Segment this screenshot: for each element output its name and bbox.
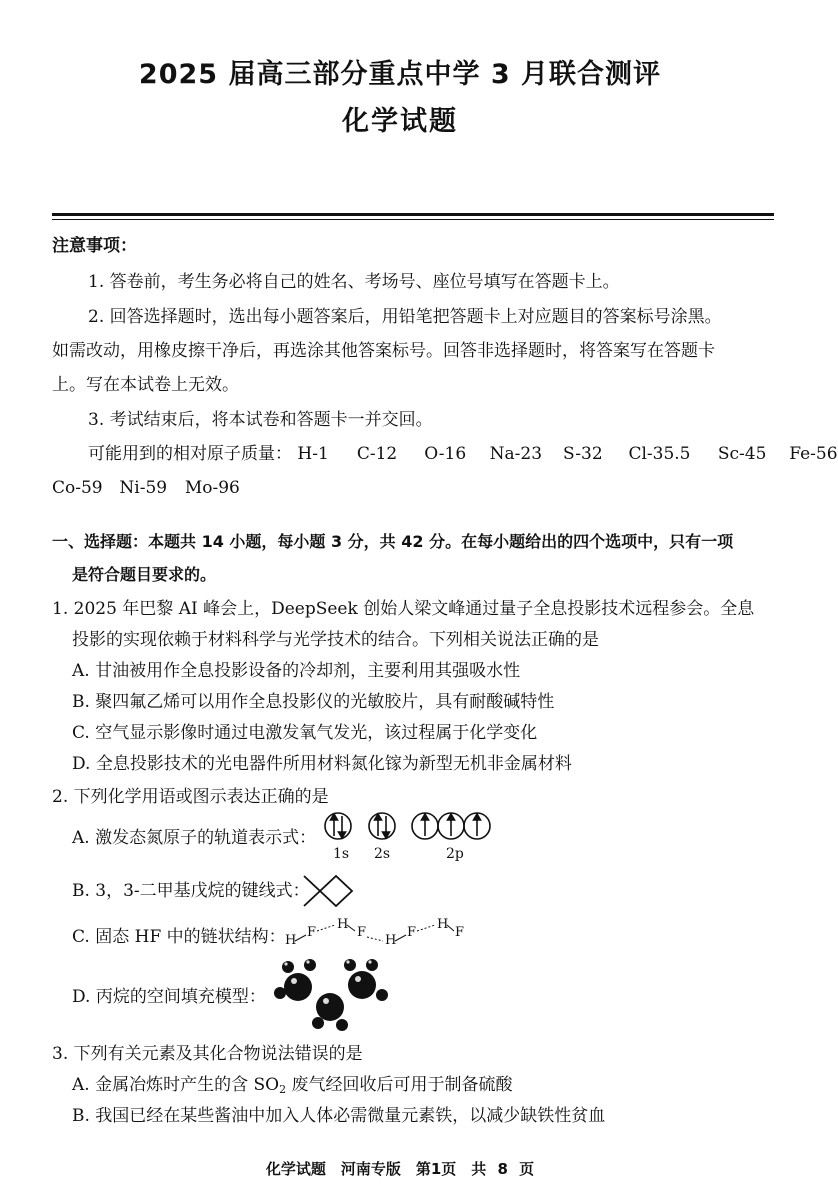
mass-o: O-16 — [424, 444, 467, 464]
hf-atom-f2: F — [357, 925, 367, 940]
header-rule-thin — [52, 219, 774, 220]
hf-bonds — [285, 915, 485, 951]
hf-atom-h3: H — [385, 933, 397, 948]
q2-option-c: C. 固态 HF 中的链状结构： — [72, 927, 286, 947]
hf-atom-h1: H — [285, 933, 297, 948]
q3-option-b: B. 我国已经在某些酱油中加入人体必需微量元素铁，以减少缺铁性贫血 — [72, 1106, 606, 1126]
q3-option-a-text-1: A. 金属冶炼时产生的含 SO — [72, 1075, 280, 1095]
orbital-1s — [325, 813, 351, 839]
q1-option-b: B. 聚四氟乙烯可以用作全息投影仪的光敏胶片，具有耐酸碱特性 — [72, 692, 555, 712]
hf-atom-f1: F — [307, 925, 317, 940]
orbital-label-1s: 1s — [333, 846, 350, 862]
mass-mo: Mo-96 — [184, 478, 240, 498]
propane-space-filling-model — [270, 955, 390, 1033]
skeletal-formula-diagram — [300, 872, 360, 910]
notice-item-2-line-3: 上。写在本试卷上无效。 — [52, 375, 239, 395]
mass-h: H-1 — [297, 444, 329, 464]
atomic-mass-label: 可能用到的相对原子质量： — [88, 444, 292, 464]
orbital-label-2p: 2p — [446, 846, 464, 862]
mass-co: Co-59 — [52, 478, 103, 498]
q2-stem: 2. 下列化学用语或图示表达正确的是 — [52, 787, 329, 807]
q1-option-d: D. 全息投影技术的光电器件所用材料氮化镓为新型无机非金属材料 — [72, 754, 572, 774]
mass-ni: Ni-59 — [119, 478, 168, 498]
mass-fe: Fe-56 — [789, 444, 838, 464]
orbital-diagram — [320, 808, 510, 848]
orbital-label-2s: 2s — [374, 846, 391, 862]
hf-atom-h2: H — [337, 917, 349, 932]
atomic-mass-line-1 — [88, 442, 838, 466]
q1-stem-line-1: 1. 2025 年巴黎 AI 峰会上，DeepSeek 创始人梁文峰通过量子全息投影技术远程参会。全息 — [52, 599, 755, 619]
page-footer: 化学试题 河南专版 第1页 共 8 页 — [265, 1160, 535, 1178]
hf-atom-f3: F — [407, 925, 417, 940]
orbital-2s — [369, 813, 395, 839]
mass-cl: Cl-35.5 — [628, 444, 691, 464]
section-1-heading-line-2: 是符合题目要求的。 — [72, 565, 217, 584]
q3-option-a-text-2: 废气经回收后可用于制备硫酸 — [286, 1075, 513, 1095]
notice-item-2-line-2: 如需改动，用橡皮擦干净后，再选涂其他答案标号。回答非选择题时，将答案写在答题卡 — [52, 341, 715, 361]
header-rule-thick — [52, 213, 774, 216]
hf-atom-h4: H — [437, 917, 449, 932]
q1-option-a: A. 甘油被用作全息投影设备的冷却剂，主要利用其强吸水性 — [72, 661, 521, 681]
q2-option-d: D. 丙烷的空间填充模型： — [72, 987, 266, 1007]
mass-sc: Sc-45 — [717, 444, 767, 464]
q2-option-a: A. 激发态氮原子的轨道表示式： — [72, 828, 317, 848]
atomic-mass-line-2 — [52, 476, 240, 500]
exam-title: 2025 届高三部分重点中学 3 月联合测评 — [138, 59, 662, 90]
hf-atom-f4: F — [455, 925, 465, 940]
notice-heading: 注意事项： — [52, 236, 137, 256]
hf-chain-diagram — [285, 915, 485, 951]
mass-na: Na-23 — [489, 444, 543, 464]
mass-s: S-32 — [563, 444, 603, 464]
mass-c: C-12 — [356, 444, 398, 464]
q3-option-a — [72, 1073, 512, 1102]
notice-item-1: 1. 答卷前，考生务必将自己的姓名、考场号、座位号填写在答题卡上。 — [88, 272, 620, 292]
q2-option-b: B. 3，3-二甲基戊烷的键线式： — [72, 881, 310, 901]
q1-stem-line-2: 投影的实现依赖于材料科学与光学技术的结合。下列相关说法正确的是 — [72, 630, 599, 650]
q3-option-a-subscript: 2 — [279, 1083, 287, 1096]
notice-item-2-line-1: 2. 回答选择题时，选出每小题答案后，用铅笔把答题卡上对应题目的答案标号涂黑。 — [88, 307, 722, 327]
exam-subject: 化学试题 — [342, 106, 458, 137]
notice-item-3: 3. 考试结束后，将本试卷和答题卡一并交回。 — [88, 410, 433, 430]
q1-option-c: C. 空气显示影像时通过电激发氧气发光，该过程属于化学变化 — [72, 723, 538, 743]
q3-stem: 3. 下列有关元素及其化合物说法错误的是 — [52, 1044, 363, 1064]
section-1-heading-line-1: 一、选择题：本题共 14 小题，每小题 3 分，共 42 分。在每小题给出的四个选项中，只有一项 — [52, 532, 734, 551]
